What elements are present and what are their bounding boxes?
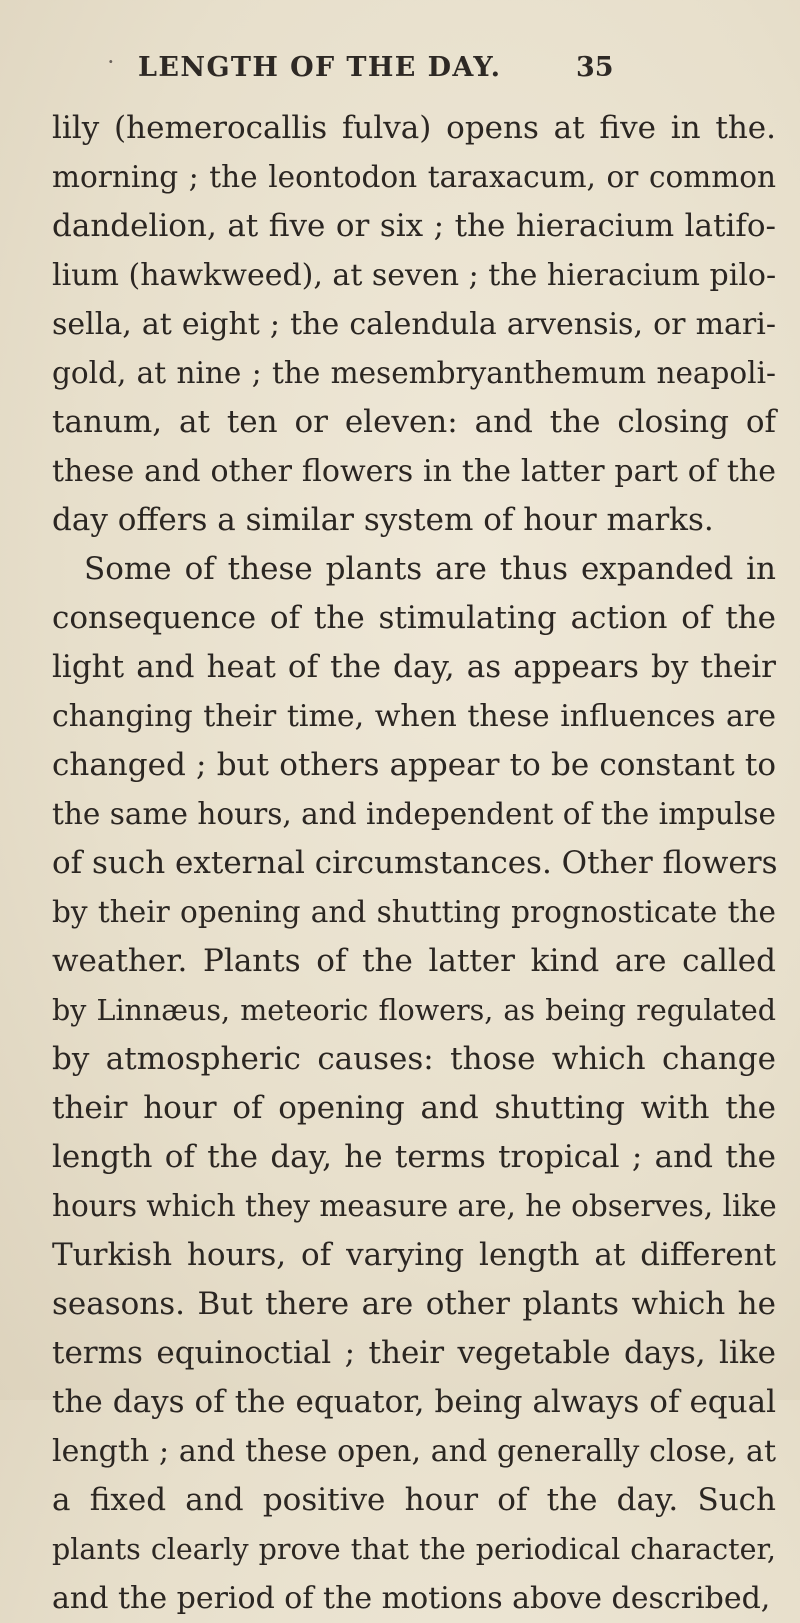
text-line: Some of these plants are thus expanded in <box>84 551 776 587</box>
text-line: these and other flowers in the latter part of the <box>52 454 776 489</box>
text-line: seasons. But there are other plants which he <box>52 1286 776 1322</box>
text-line: consequence of the stimulating action of the <box>52 600 776 636</box>
text-line: changing their time, when these influences are <box>52 699 776 734</box>
text-line: of such external circumstances. Other flowers <box>52 845 778 881</box>
text-line: plants clearly prove that the periodical character, <box>52 1533 776 1566</box>
text-line: length of the day, he terms tropical ; and the <box>52 1139 776 1175</box>
text-line: hours which they measure are, he observes, like <box>52 1189 777 1223</box>
text-line: lily (hemerocallis fulva) opens at five in the. <box>52 110 776 146</box>
text-line: by Linnæus, meteoric flowers, as being regulated <box>52 994 776 1027</box>
text-line: morning ; the leontodon taraxacum, or common <box>52 160 776 194</box>
text-line: sella, at eight ; the calendula arvensis, or mari- <box>52 307 776 342</box>
text-line: Turkish hours, of varying length at different <box>52 1237 776 1273</box>
text-line: the same hours, and independent of the impulse <box>52 797 776 831</box>
header-mark: · <box>108 52 115 71</box>
body-text <box>52 104 776 1623</box>
text-line: their hour of opening and shutting with the <box>52 1090 776 1126</box>
running-head <box>108 52 628 92</box>
text-line: length ; and these open, and generally close, at <box>52 1434 776 1469</box>
text-line: lium (hawkweed), at seven ; the hieracium pilo- <box>52 258 777 293</box>
text-line: tanum, at ten or eleven: and the closing of <box>52 404 776 440</box>
text-line: weather. Plants of the latter kind are called <box>52 943 776 979</box>
running-head-title: LENGTH OF THE DAY. <box>138 52 502 83</box>
text-line: by their opening and shutting prognosticate the <box>52 895 776 929</box>
text-line: a fixed and positive hour of the day. Such <box>52 1482 776 1518</box>
text-line: light and heat of the day, as appears by their <box>52 649 776 685</box>
text-line: changed ; but others appear to be constant to <box>52 747 776 783</box>
page-number: 35 <box>576 52 614 83</box>
text-line: and the period of the motions above described, <box>52 1581 771 1616</box>
text-line: terms equinoctial ; their vegetable days, like <box>52 1335 776 1371</box>
text-line: dandelion, at five or six ; the hieracium latifo- <box>52 208 776 244</box>
text-line: gold, at nine ; the mesembryanthemum neapoli- <box>52 356 776 390</box>
text-line: the days of the equator, being always of equal <box>52 1384 776 1420</box>
text-line: day offers a similar system of hour marks. <box>52 502 714 538</box>
text-line: by atmospheric causes: those which change <box>52 1041 776 1077</box>
